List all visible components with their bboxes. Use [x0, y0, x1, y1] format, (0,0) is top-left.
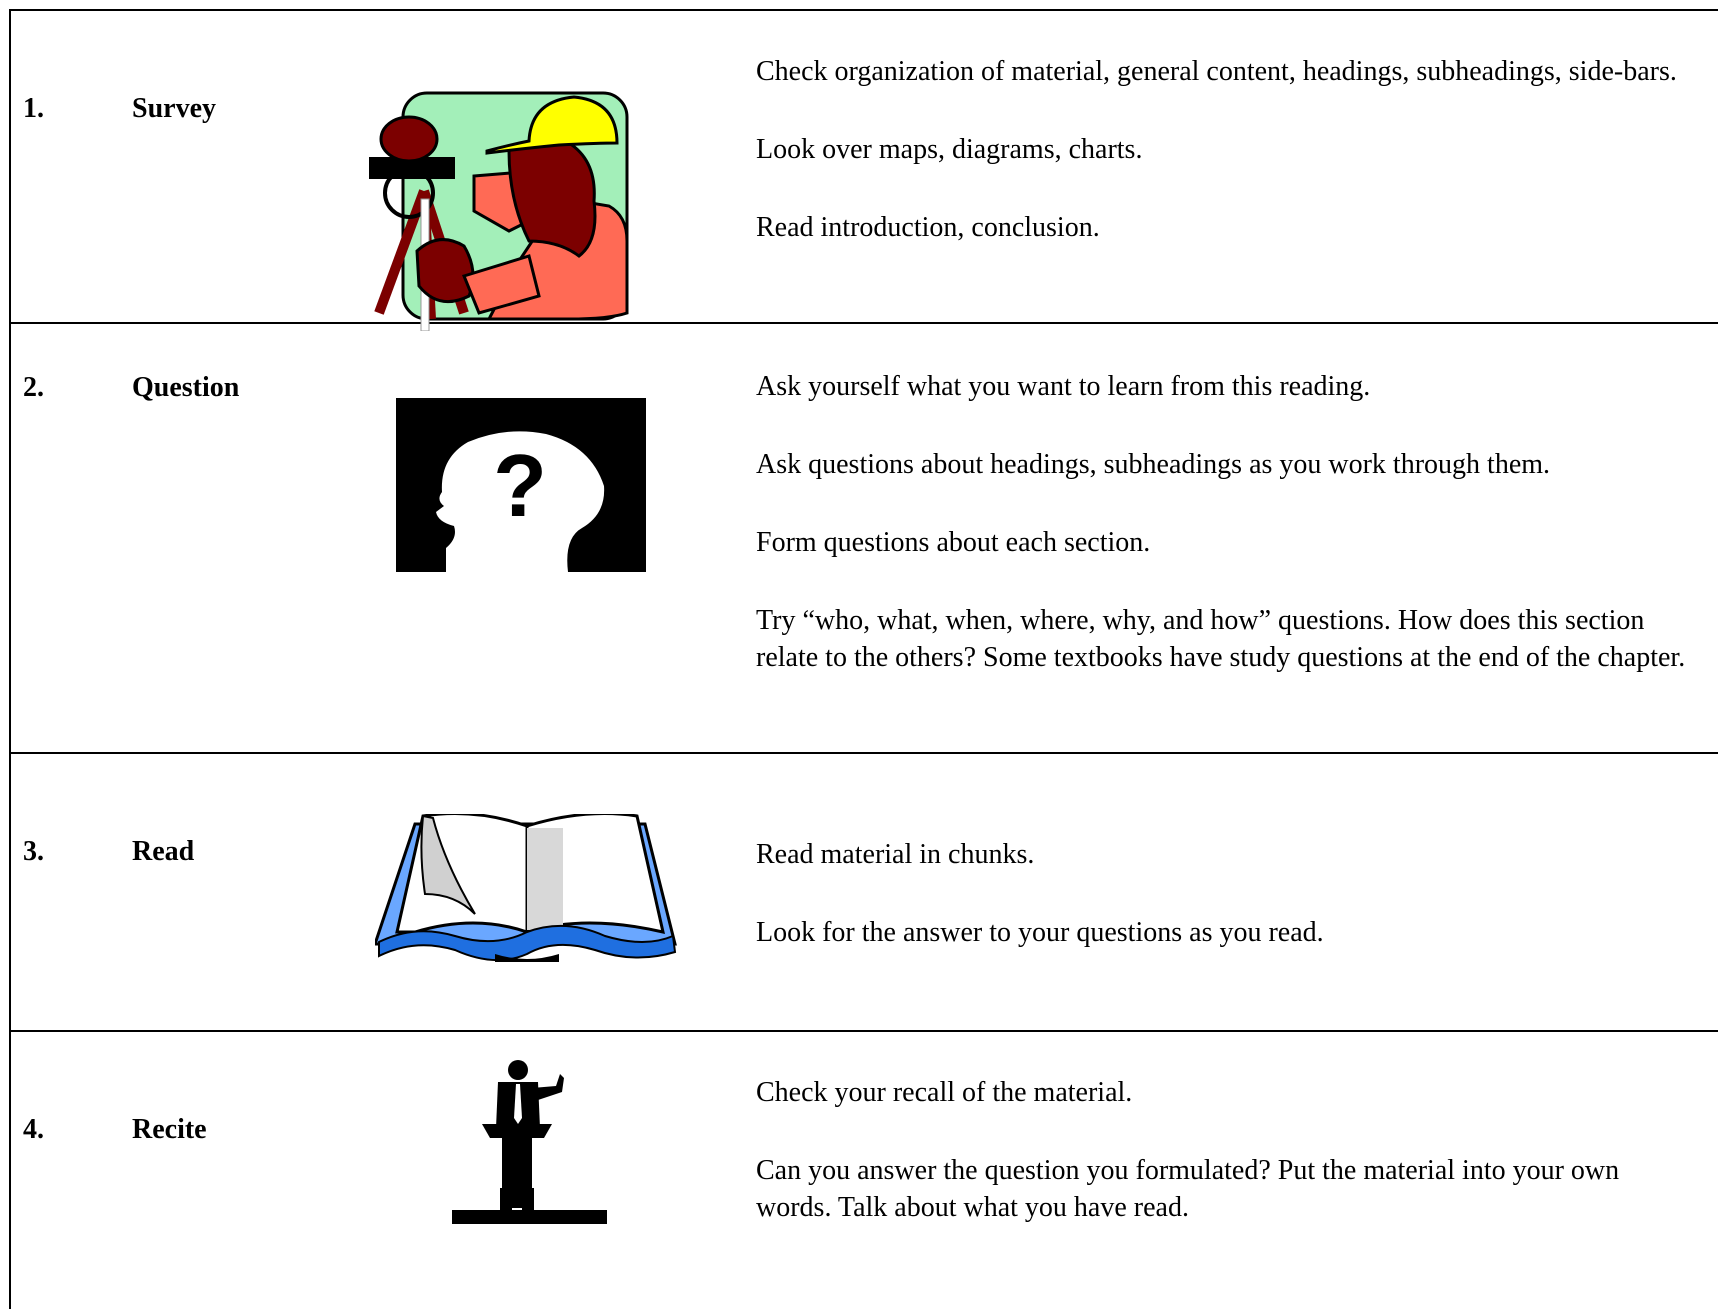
step-number: 2. — [23, 372, 44, 403]
question-head-icon — [396, 398, 646, 572]
table-row-question — [9, 324, 1718, 754]
table-row-recite — [9, 1032, 1718, 1272]
table-row-read — [9, 754, 1718, 1032]
description-line: Ask questions about headings, subheadings as you work through them. — [756, 449, 1551, 480]
step-number: 4. — [23, 1114, 44, 1145]
speaker-podium-icon — [452, 1058, 612, 1228]
open-book-icon — [375, 814, 685, 974]
description-line: Look for the answer to your questions as you read. — [756, 917, 1324, 948]
step-description — [756, 368, 1701, 676]
step-description — [756, 836, 1701, 951]
step-title: Recite — [132, 1114, 207, 1145]
step-title: Read — [132, 836, 195, 867]
step-title: Question — [132, 372, 240, 403]
description-line: Read introduction, conclusion. — [756, 212, 1100, 243]
description-line: Check organization of material, general content, headings, subheadings, side-bars. — [756, 56, 1677, 87]
surveyor-icon — [369, 81, 639, 331]
step-description — [756, 1074, 1701, 1226]
svg-text:?: ? — [493, 436, 547, 535]
step-number: 3. — [23, 836, 44, 867]
description-line: Read material in chunks. — [756, 839, 1035, 870]
description-line: Can you answer the question you formulated? Put the material into your own words. Talk about what you have read. — [756, 1155, 1620, 1223]
description-line: Look over maps, diagrams, charts. — [756, 134, 1143, 165]
description-line: Form questions about each section. — [756, 527, 1151, 558]
step-title: Survey — [132, 93, 216, 124]
description-line: Try “who, what, when, where, why, and how” questions. How does this section relate to the others? Some textbooks have study questions at the end of the chapter. — [756, 605, 1686, 673]
table-row-survey — [9, 9, 1718, 324]
description-line: Check your recall of the material. — [756, 1077, 1133, 1108]
description-line: Ask yourself what you want to learn from this reading. — [756, 371, 1371, 402]
step-description — [756, 53, 1701, 246]
step-number: 1. — [23, 93, 44, 124]
